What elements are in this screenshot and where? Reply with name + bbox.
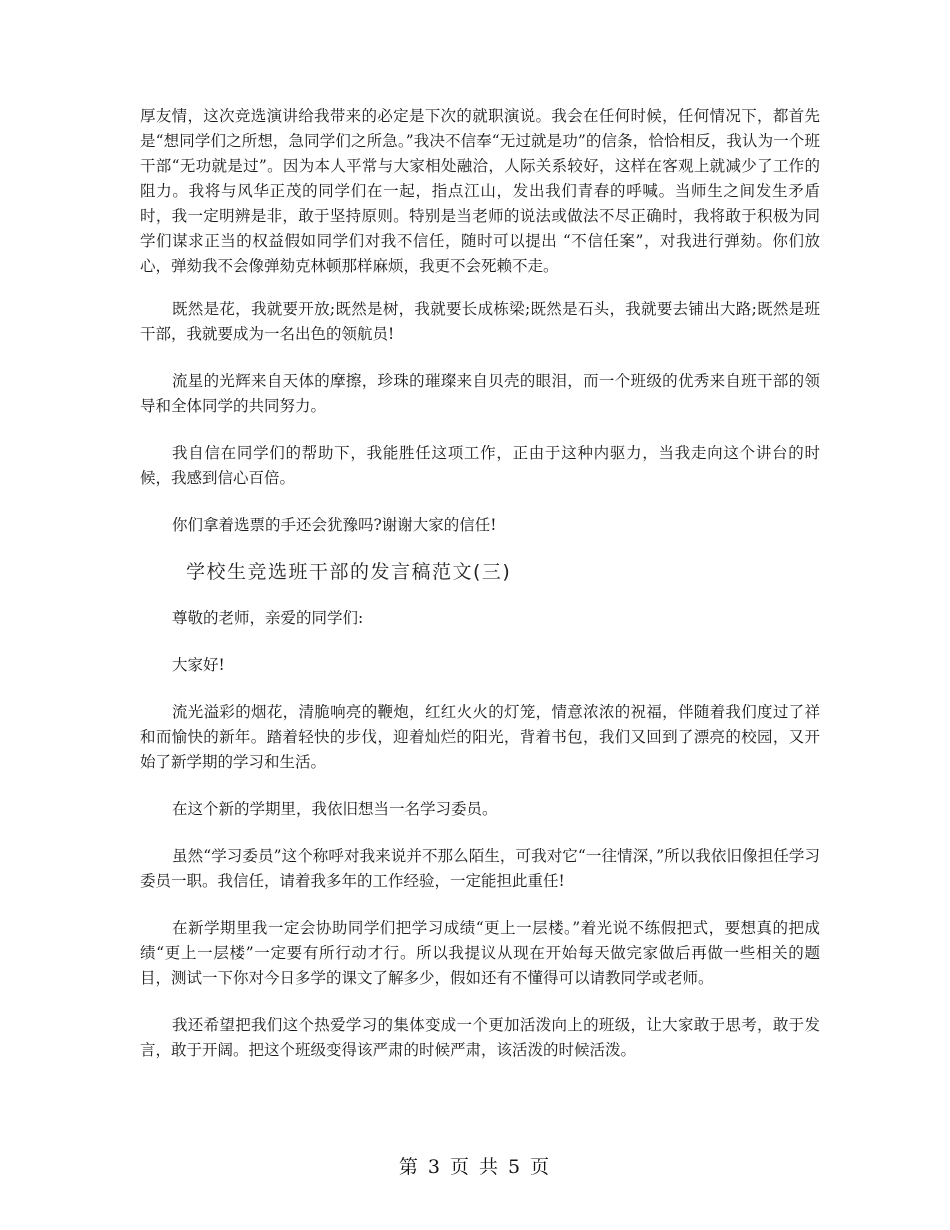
section-heading: 学校生竞选班干部的发言稿范文(三) [186, 561, 512, 583]
paragraph: 我还希望把我们这个热爱学习的集体变成一个更加活泼向上的班级，让大家敢于思考，敢于发言，敢于开阔。把这个班级变得该严肃的时候严肃，该活泼的时候活泼。 [140, 1016, 820, 1059]
paragraph-continuation: 厚友情，这次竞选演讲给我带来的必定是下次的就职演说。我会在任何时候，任何情况下，都首先是“想同学们之所想，急同学们之所急。”我决不信奉“无过就是功”的信条，恰恰相反，我认为一个班干部“无功就是过”。因为本人平常与大家相处融洽，人际关系较好，这样在客观上就减少了工作的阻力。我将与风华正茂的同学们在一起，指点江山，发出我们青春的呼喊。当师生之间发生矛盾时，我一定明辨是非，敢于坚持原则。特别是当老师的说法或做法不尽正确时，我将敢于积极为同学们谋求正当的权益假如同学们对我不信任，随时可以提出 “不信任案”，对我进行弹劾。你们放心，弹劾我不会像弹劾克林顿那样麻烦，我更不会死赖不走。 [140, 107, 820, 275]
paragraph: 流光溢彩的烟花，清脆响亮的鞭炮，红红火火的灯笼，情意浓浓的祝福，伴随着我们度过了祥和而愉快的新年。踏着轻快的步伐，迎着灿烂的阳光，背着书包，我们又回到了漂亮的校园，又开始了新学期的学习和生活。 [140, 703, 820, 771]
paragraph: 我自信在同学们的帮助下，我能胜任这项工作，正由于这种内驱力，当我走向这个讲台的时候，我感到信心百倍。 [140, 444, 820, 487]
page-number-footer: 第 3 页 共 5 页 [398, 1156, 552, 1178]
paragraph: 既然是花，我就要开放;既然是树，我就要长成栋梁;既然是石头，我就要去铺出大路;既然是班干部，我就要成为一名出色的领航员! [140, 300, 820, 343]
greeting: 大家好! [172, 656, 225, 674]
paragraph: 在这个新的学期里，我依旧想当一名学习委员。 [172, 800, 498, 818]
paragraph: 流星的光辉来自天体的摩擦，珍珠的璀璨来自贝壳的眼泪，而一个班级的优秀来自班干部的领导和全体同学的共同努力。 [140, 372, 820, 415]
paragraph: 在新学期里我一定会协助同学们把学习成绩“更上一层楼。”着光说不练假把式，要想真的把成绩“更上一层楼”一定要有所行动才行。所以我提议从现在开始每天做完家做后再做一些相关的题目，测试一下你对今日多学的课文了解多少，假如还有不懂得可以请教同学或老师。 [140, 919, 820, 987]
salutation: 尊敬的老师，亲爱的同学们: [172, 609, 364, 627]
document-body [140, 104, 820, 1063]
paragraph: 你们拿着选票的手还会犹豫吗?谢谢大家的信任! [172, 516, 497, 534]
paragraph: 虽然“学习委员”这个称呼对我来说并不那么陌生，可我对它“一往情深，”所以我依旧像担任学习委员一职。我信任，请着我多年的工作经验，一定能担此重任! [140, 847, 820, 890]
